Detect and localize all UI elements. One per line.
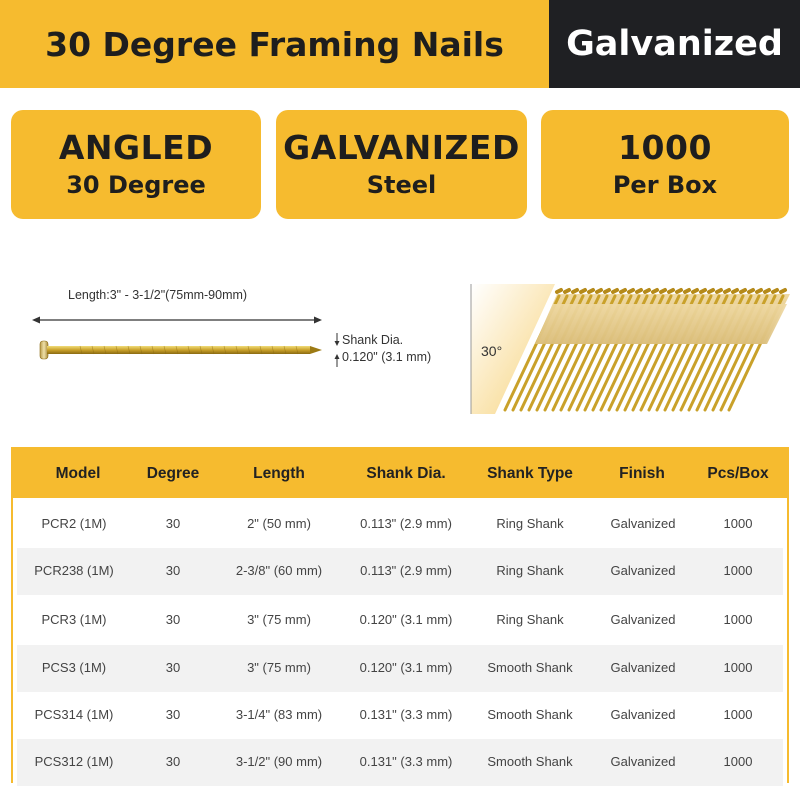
length-label: Length:3" - 3-1/2"(75mm-90mm)	[68, 288, 248, 302]
feature-card-angled	[11, 110, 261, 219]
cell-length: 2-3/8" (60 mm)	[235, 563, 323, 578]
header-banner	[0, 0, 800, 88]
feature-subtitle: 30 Degree	[66, 170, 206, 199]
cell-model: PCR3 (1M)	[41, 612, 107, 627]
column-header-model: Model	[55, 465, 101, 482]
cell-length: 3" (75 mm)	[247, 612, 311, 627]
cell-finish: Galvanized	[610, 612, 676, 627]
cell-shank-dia: 0.113" (2.9 mm)	[360, 516, 452, 531]
cell-finish: Galvanized	[610, 516, 676, 531]
column-header-finish: Finish	[619, 465, 665, 482]
cell-degree: 30	[165, 707, 181, 722]
page-title: 30 Degree Framing Nails	[0, 0, 549, 88]
shank-label-value: 0.120" (3.1 mm)	[342, 350, 432, 364]
cell-model: PCS3 (1M)	[41, 660, 107, 675]
cell-shank-type: Ring Shank	[496, 516, 564, 531]
feature-subtitle: Steel	[366, 170, 437, 199]
table-row	[17, 501, 783, 548]
finish-badge: Galvanized	[549, 0, 800, 88]
table-row	[17, 692, 783, 739]
feature-card-quantity	[541, 110, 789, 219]
shank-label-title: Shank Dia.	[342, 333, 404, 347]
shank-label	[342, 332, 431, 366]
column-header-length: Length	[253, 465, 305, 482]
cell-shank-type: Smooth Shank	[487, 660, 573, 675]
column-header-shank-dia: Shank Dia.	[366, 465, 446, 482]
cell-degree: 30	[165, 612, 181, 627]
cell-shank-type: Smooth Shank	[487, 707, 573, 722]
table-row	[17, 739, 783, 786]
table-row	[17, 597, 783, 644]
cell-degree: 30	[165, 660, 181, 675]
cell-pcs-box: 1000	[723, 612, 753, 627]
cell-shank-type: Smooth Shank	[487, 754, 573, 769]
cell-length: 3-1/2" (90 mm)	[235, 754, 323, 769]
cell-finish: Galvanized	[610, 707, 676, 722]
column-header-pcs-box: Pcs/Box	[707, 465, 769, 482]
cell-finish: Galvanized	[610, 660, 676, 675]
cell-model: PCR2 (1M)	[41, 516, 107, 531]
cell-shank-dia: 0.120" (3.1 mm)	[359, 612, 453, 627]
shank-arrows	[335, 333, 340, 367]
feature-title: 1000	[618, 127, 712, 167]
cell-model: PCS312 (1M)	[34, 754, 114, 769]
nail-strip-diagram	[465, 282, 795, 417]
cell-degree: 30	[165, 516, 181, 531]
cell-pcs-box: 1000	[723, 516, 753, 531]
cell-shank-type: Ring Shank	[496, 612, 564, 627]
feature-title: ANGLED	[58, 127, 214, 167]
column-header-degree: Degree	[146, 465, 200, 482]
cell-length: 3" (75 mm)	[247, 660, 311, 675]
cell-shank-dia: 0.120" (3.1 mm)	[359, 660, 453, 675]
nail-strip-icon	[505, 290, 790, 410]
cell-shank-dia: 0.131" (3.3 mm)	[359, 754, 453, 769]
feature-card-galvanized	[276, 110, 527, 219]
cell-pcs-box: 1000	[723, 754, 753, 769]
nail-icon	[40, 341, 322, 359]
feature-title: GALVANIZED	[283, 127, 520, 167]
cell-pcs-box: 1000	[723, 660, 753, 675]
cell-shank-dia: 0.113" (2.9 mm)	[360, 563, 452, 578]
spec-table	[11, 447, 789, 783]
cell-finish: Galvanized	[610, 563, 676, 578]
column-header-shank-type: Shank Type	[487, 465, 573, 482]
length-arrow	[32, 317, 322, 324]
cell-finish: Galvanized	[610, 754, 676, 769]
angle-label: 30°	[481, 343, 503, 359]
cell-model: PCR238 (1M)	[34, 563, 114, 578]
cell-pcs-box: 1000	[723, 563, 753, 578]
cell-degree: 30	[165, 563, 181, 578]
cell-pcs-box: 1000	[723, 707, 753, 722]
cell-length: 2" (50 mm)	[247, 516, 311, 531]
table-row	[17, 548, 783, 595]
cell-model: PCS314 (1M)	[34, 707, 114, 722]
cell-length: 3-1/4" (83 mm)	[235, 707, 323, 722]
table-header	[13, 449, 787, 498]
cell-shank-type: Ring Shank	[496, 563, 564, 578]
cell-shank-dia: 0.131" (3.3 mm)	[359, 707, 453, 722]
table-row	[17, 645, 783, 692]
cell-degree: 30	[165, 754, 181, 769]
feature-subtitle: Per Box	[612, 170, 718, 199]
